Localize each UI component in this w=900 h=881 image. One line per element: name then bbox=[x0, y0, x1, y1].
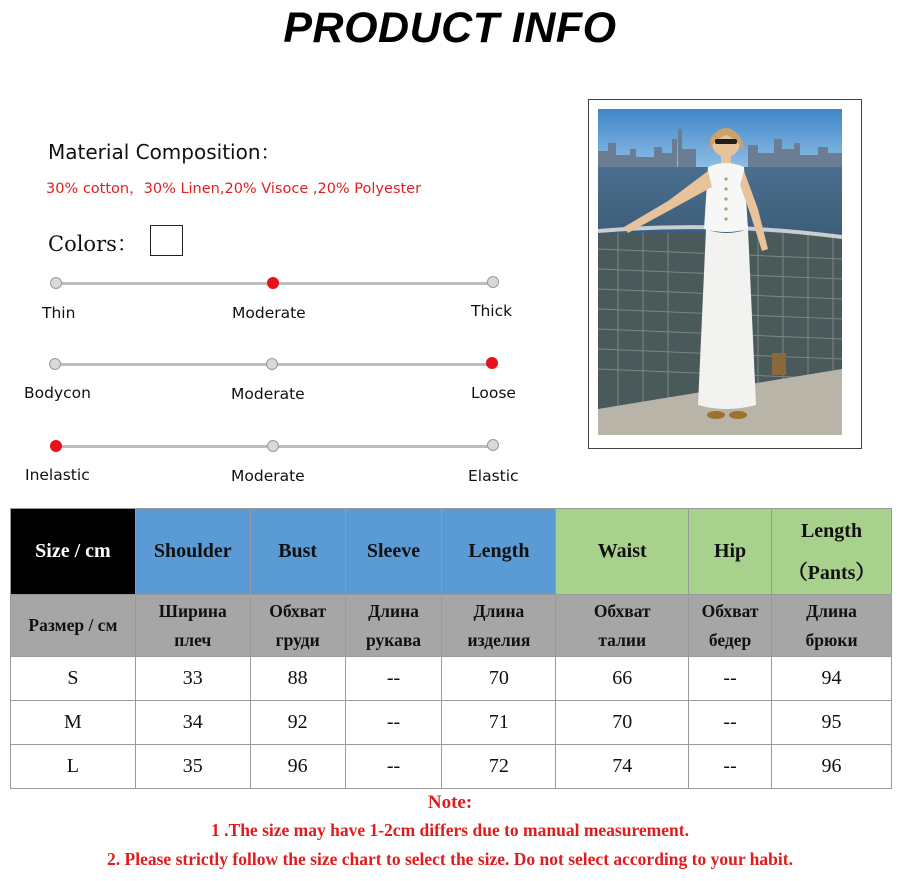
page-title: PRODUCT INFO bbox=[283, 4, 617, 52]
color-swatch-white[interactable] bbox=[150, 225, 183, 256]
table-cell: -- bbox=[345, 657, 442, 701]
elasticity-dot-moderate bbox=[267, 440, 279, 452]
fit-dot-loose bbox=[486, 357, 498, 369]
fit-dot-moderate bbox=[266, 358, 278, 370]
header-ru-shoulder bbox=[135, 595, 250, 657]
thickness-label-thin: Thin bbox=[42, 304, 76, 322]
thickness-dot-thin bbox=[50, 277, 62, 289]
product-photo-illustration bbox=[598, 109, 842, 435]
table-cell: 96 bbox=[772, 745, 892, 789]
header-row-russian bbox=[11, 595, 892, 657]
header-ru-sleeve bbox=[345, 595, 442, 657]
header-ru-waist-line1: Обхват bbox=[593, 600, 651, 621]
table-cell: 70 bbox=[442, 657, 556, 701]
header-ru-hip-line2: бедер bbox=[708, 629, 752, 650]
table-cell: -- bbox=[689, 657, 772, 701]
fit-label-loose: Loose bbox=[471, 384, 516, 402]
header-pants-length bbox=[772, 509, 892, 595]
table-cell: 35 bbox=[135, 745, 250, 789]
header-ru-length bbox=[442, 595, 556, 657]
table-cell: 95 bbox=[772, 701, 892, 745]
header-hip: Hip bbox=[689, 509, 772, 595]
table-cell: 88 bbox=[250, 657, 345, 701]
thickness-dot-moderate bbox=[267, 277, 279, 289]
table-cell: M bbox=[11, 701, 136, 745]
table-cell: 34 bbox=[135, 701, 250, 745]
header-sleeve: Sleeve bbox=[345, 509, 442, 595]
header-ru-shoulder-line2: плеч bbox=[174, 629, 212, 650]
fit-label-bodycon: Bodycon bbox=[24, 384, 91, 402]
table-row bbox=[11, 701, 892, 745]
header-ru-shoulder-line1: Ширина bbox=[158, 600, 227, 621]
material-value: 30% cotton，30% Linen,20% Visoce ,20% Polyester bbox=[46, 181, 422, 197]
fit-label-moderate: Moderate bbox=[231, 385, 305, 403]
table-cell: 74 bbox=[556, 745, 689, 789]
colors-label: Colors： bbox=[48, 232, 138, 256]
size-chart-table bbox=[10, 508, 892, 789]
header-ru-pants-length-line1: Длина bbox=[806, 600, 857, 621]
header-shoulder: Shoulder bbox=[135, 509, 250, 595]
header-ru-bust-line2: груди bbox=[275, 629, 320, 650]
header-row-english bbox=[11, 509, 892, 595]
table-cell: -- bbox=[345, 745, 442, 789]
table-cell: 70 bbox=[556, 701, 689, 745]
note-title: Note: bbox=[427, 792, 473, 813]
table-cell: 66 bbox=[556, 657, 689, 701]
header-size: Size / cm bbox=[11, 509, 136, 595]
header-ru-sleeve-line1: Длина bbox=[368, 600, 419, 621]
header-ru-waist bbox=[556, 595, 689, 657]
table-cell: 71 bbox=[442, 701, 556, 745]
header-ru-bust-line1: Обхват bbox=[269, 600, 327, 621]
header-ru-waist-line2: талии bbox=[598, 629, 647, 650]
table-cell: -- bbox=[689, 745, 772, 789]
header-ru-sleeve-line2: рукава bbox=[366, 629, 422, 650]
thickness-label-moderate: Moderate bbox=[232, 304, 306, 322]
header-ru-pants-length bbox=[772, 595, 892, 657]
thickness-label-thick: Thick bbox=[471, 302, 513, 320]
header-ru-bust bbox=[250, 595, 345, 657]
product-photo bbox=[598, 109, 842, 435]
header-ru-hip-line1: Обхват bbox=[701, 600, 759, 621]
elasticity-dot-elastic bbox=[487, 439, 499, 451]
table-cell: -- bbox=[689, 701, 772, 745]
table-row bbox=[11, 657, 892, 701]
material-label: Material Composition： bbox=[48, 140, 281, 164]
note-line-1: 1 .The size may have 1-2cm differs due to manual measurement. bbox=[211, 820, 689, 840]
header-ru-pants-length-line2: брюки bbox=[805, 629, 858, 650]
header-ru-length-line1: Длина bbox=[473, 600, 525, 621]
header-ru-length-line2: изделия bbox=[467, 629, 531, 650]
elasticity-label-moderate: Moderate bbox=[231, 467, 305, 485]
elasticity-label-inelastic: Inelastic bbox=[25, 466, 90, 484]
header-waist: Waist bbox=[556, 509, 689, 595]
header-length: Length bbox=[442, 509, 556, 595]
header-pants-length-line2: （Pants） bbox=[787, 561, 876, 584]
header-pants-length-line1: Length bbox=[800, 519, 863, 542]
table-cell: S bbox=[11, 657, 136, 701]
header-bust: Bust bbox=[250, 509, 345, 595]
table-cell: 92 bbox=[250, 701, 345, 745]
table-cell: 72 bbox=[442, 745, 556, 789]
header-ru-size: Размер / см bbox=[11, 595, 136, 657]
table-cell: 94 bbox=[772, 657, 892, 701]
note-line-2: 2. Please strictly follow the size chart to select the size. Do not select according to your habit. bbox=[107, 849, 793, 869]
elasticity-label-elastic: Elastic bbox=[468, 467, 519, 485]
table-cell: -- bbox=[345, 701, 442, 745]
header-ru-hip bbox=[689, 595, 772, 657]
thickness-dot-thick bbox=[487, 276, 499, 288]
elasticity-dot-inelastic bbox=[50, 440, 62, 452]
table-cell: 33 bbox=[135, 657, 250, 701]
table-cell: L bbox=[11, 745, 136, 789]
table-row bbox=[11, 745, 892, 789]
table-cell: 96 bbox=[250, 745, 345, 789]
fit-dot-bodycon bbox=[49, 358, 61, 370]
